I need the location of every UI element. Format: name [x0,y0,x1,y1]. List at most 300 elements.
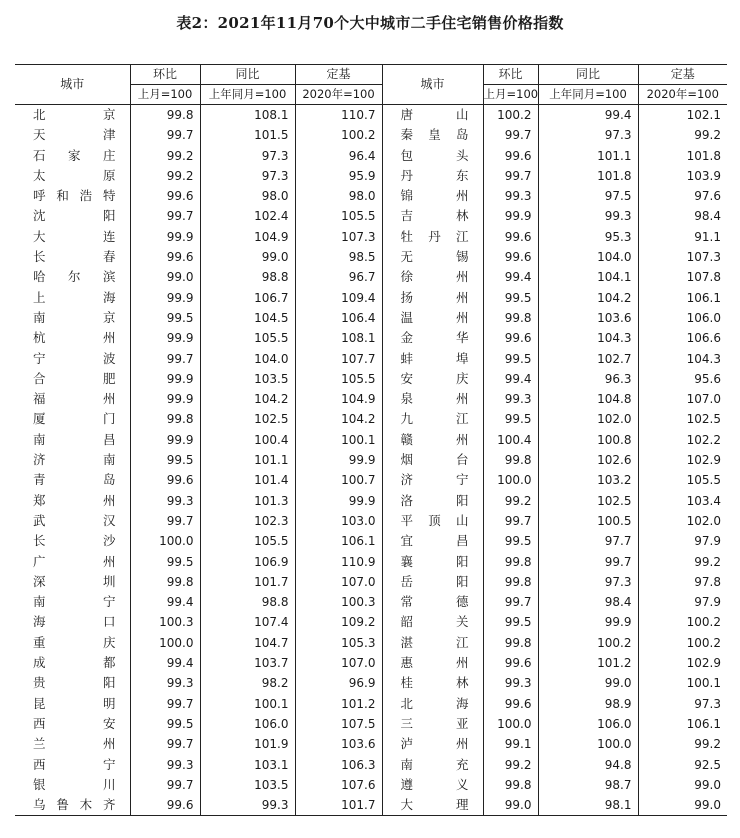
table-row [15,308,727,328]
base-value-right: 97.9 [638,592,727,612]
base-value-right: 106.1 [638,288,727,308]
mom-value-left: 99.3 [130,755,200,775]
base-value-right: 102.2 [638,430,727,450]
table-row [15,653,727,673]
base-value-left: 104.9 [295,389,382,409]
city-name-right: 三亚 [382,714,483,734]
city-name-left: 沈阳 [33,208,116,224]
table-row [15,186,727,206]
base-subheader-left: 2020年=100 [295,85,382,105]
city-name-right: 湛江 [382,633,483,653]
city-name-left: 广州 [33,553,116,569]
mom-value-right: 99.5 [483,288,538,308]
yoy-header-left: 同比 [200,65,295,85]
base-value-right: 99.2 [638,734,727,754]
base-value-left: 103.0 [295,511,382,531]
yoy-value-right: 102.5 [538,491,638,511]
mom-value-right: 99.2 [483,755,538,775]
base-value-left: 96.7 [295,267,382,287]
base-value-left: 100.7 [295,470,382,490]
mom-value-right: 99.7 [483,125,538,145]
yoy-value-left: 101.3 [200,491,295,511]
yoy-value-right: 104.1 [538,267,638,287]
mom-value-right: 99.4 [483,369,538,389]
mom-value-right: 99.7 [483,166,538,186]
base-value-right: 100.1 [638,673,727,693]
table-row [15,267,727,287]
table-row [15,206,727,226]
mom-value-right: 99.9 [483,206,538,226]
city-name-right: 襄阳 [382,552,483,572]
yoy-value-right: 103.2 [538,470,638,490]
city-name-right: 吉林 [382,206,483,226]
table-row [15,288,727,308]
mom-value-left: 100.0 [130,531,200,551]
mom-value-left: 99.7 [130,125,200,145]
table-row [15,755,727,775]
mom-value-right: 99.8 [483,775,538,795]
mom-value-left: 99.3 [130,673,200,693]
yoy-value-right: 101.1 [538,146,638,166]
yoy-value-right: 100.0 [538,734,638,754]
yoy-value-right: 98.9 [538,694,638,714]
mom-value-left: 99.9 [130,288,200,308]
table-row [15,389,727,409]
base-value-left: 100.2 [295,125,382,145]
yoy-value-left: 104.5 [200,308,295,328]
city-name-left: 乌鲁木齐 [15,795,130,816]
yoy-value-left: 108.1 [200,105,295,126]
base-value-left: 98.5 [295,247,382,267]
city-name-right: 烟台 [382,450,483,470]
city-name-left: 南京 [33,309,116,325]
table-row [15,125,727,145]
base-value-left: 98.0 [295,186,382,206]
city-name-right: 桂林 [382,673,483,693]
city-name-left: 北京 [33,107,116,122]
base-value-left: 101.2 [295,694,382,714]
mom-value-left: 99.6 [130,247,200,267]
city-name-right: 九江 [382,409,483,429]
yoy-value-right: 98.1 [538,795,638,816]
city-name-left: 大连 [33,228,116,244]
yoy-value-right: 101.8 [538,166,638,186]
base-value-right: 102.1 [638,105,727,126]
base-value-right: 106.1 [638,714,727,734]
yoy-value-right: 102.7 [538,349,638,369]
table-body [15,105,727,816]
city-name-right: 包头 [382,146,483,166]
mom-value-right: 99.8 [483,572,538,592]
mom-value-left: 99.9 [130,227,200,247]
city-name-left: 西宁 [33,756,116,772]
city-name-left: 银川 [33,776,116,792]
mom-value-right: 99.6 [483,247,538,267]
table-row [15,450,727,470]
city-name-left: 太原 [33,167,116,183]
city-name-left: 福州 [33,391,116,407]
yoy-value-left: 101.4 [200,470,295,490]
city-header-right: 城市 [382,65,483,105]
mom-value-right: 99.3 [483,673,538,693]
table-row [15,694,727,714]
base-value-right: 98.4 [638,206,727,226]
city-name-left: 兰州 [33,736,116,752]
city-name-left: 昆明 [33,695,116,711]
city-name-right: 泸州 [382,734,483,754]
city-name-left: 石家庄 [33,147,116,163]
yoy-value-left: 101.9 [200,734,295,754]
base-value-left: 107.7 [295,349,382,369]
base-value-right: 106.0 [638,308,727,328]
table-row [15,552,727,572]
city-name-right: 温州 [382,308,483,328]
yoy-value-right: 99.3 [538,206,638,226]
yoy-value-left: 106.0 [200,714,295,734]
mom-value-right: 99.4 [483,267,538,287]
table-row [15,349,727,369]
yoy-value-right: 102.0 [538,409,638,429]
city-name-left: 西安 [33,715,116,731]
city-name-left: 济南 [33,452,116,468]
base-value-left: 109.4 [295,288,382,308]
mom-value-left: 99.7 [130,349,200,369]
mom-subheader-left: 上月=100 [130,85,200,105]
mom-value-right: 100.2 [483,105,538,126]
base-value-left: 99.9 [295,491,382,511]
base-value-right: 99.0 [638,775,727,795]
city-name-right: 唐山 [382,105,483,126]
city-name-left: 郑州 [33,492,116,508]
mom-value-left: 99.4 [130,653,200,673]
table-row [15,511,727,531]
table-row [15,247,727,267]
mom-value-left: 99.5 [130,450,200,470]
city-name-right: 无锡 [382,247,483,267]
city-name-left: 哈尔滨 [33,269,116,285]
yoy-value-left: 98.0 [200,186,295,206]
mom-value-left: 99.9 [130,430,200,450]
table-title: 表2：2021年11月70个大中城市二手住宅销售价格指数 [176,14,564,32]
city-name-right: 锦州 [382,186,483,206]
yoy-value-right: 104.8 [538,389,638,409]
table-row [15,673,727,693]
city-header-left: 城市 [15,65,130,105]
table-row [15,227,727,247]
yoy-value-right: 102.6 [538,450,638,470]
city-name-left: 长春 [33,249,116,265]
yoy-value-left: 104.2 [200,389,295,409]
base-value-left: 108.1 [295,328,382,348]
mom-value-right: 99.5 [483,409,538,429]
city-name-left: 杭州 [33,330,116,346]
city-name-left: 南宁 [33,594,116,610]
yoy-value-right: 97.7 [538,531,638,551]
yoy-value-left: 97.3 [200,146,295,166]
base-value-left: 106.4 [295,308,382,328]
mom-value-left: 99.5 [130,714,200,734]
mom-value-left: 99.4 [130,592,200,612]
base-value-right: 100.2 [638,633,727,653]
mom-value-left: 99.7 [130,511,200,531]
yoy-value-left: 98.8 [200,592,295,612]
city-name-left: 武汉 [33,512,116,528]
base-value-right: 107.0 [638,389,727,409]
city-name-left: 贵阳 [33,675,116,691]
city-name-left: 深圳 [33,573,116,589]
table-row [15,470,727,490]
mom-value-right: 99.1 [483,734,538,754]
city-name-left: 长沙 [33,533,116,549]
city-name-left: 厦门 [33,411,116,427]
base-value-right: 97.3 [638,694,727,714]
base-value-right: 99.0 [638,795,727,816]
mom-value-right: 100.0 [483,714,538,734]
city-name-right: 惠州 [382,653,483,673]
base-value-right: 102.9 [638,450,727,470]
base-value-right: 99.2 [638,552,727,572]
city-name-right: 丹东 [382,166,483,186]
yoy-value-right: 97.5 [538,186,638,206]
mom-value-left: 99.0 [130,267,200,287]
yoy-value-left: 104.7 [200,633,295,653]
city-name-left: 青岛 [33,472,116,488]
price-index-table [15,64,727,816]
mom-value-right: 99.8 [483,308,538,328]
table-row [15,409,727,429]
mom-value-right: 100.4 [483,430,538,450]
city-name-right: 蚌埠 [382,349,483,369]
base-value-left: 107.5 [295,714,382,734]
base-value-left: 99.9 [295,450,382,470]
city-name-left: 宁波 [33,350,116,366]
mom-value-left: 100.3 [130,612,200,632]
yoy-value-left: 103.7 [200,653,295,673]
yoy-value-right: 95.3 [538,227,638,247]
table-row [15,166,727,186]
yoy-value-left: 100.4 [200,430,295,450]
yoy-value-left: 107.4 [200,612,295,632]
city-name-right: 北海 [382,694,483,714]
table-row [15,775,727,795]
yoy-value-right: 106.0 [538,714,638,734]
base-value-right: 107.8 [638,267,727,287]
mom-subheader-right: 上月=100 [483,85,538,105]
yoy-value-right: 98.7 [538,775,638,795]
city-name-right: 宜昌 [382,531,483,551]
base-value-right: 100.2 [638,612,727,632]
table-row [15,105,727,126]
yoy-value-right: 98.4 [538,592,638,612]
yoy-value-left: 99.3 [200,795,295,816]
mom-value-right: 99.6 [483,694,538,714]
mom-value-right: 99.2 [483,491,538,511]
base-value-right: 91.1 [638,227,727,247]
mom-value-right: 99.6 [483,227,538,247]
yoy-value-left: 103.1 [200,755,295,775]
mom-value-left: 99.7 [130,775,200,795]
base-value-right: 92.5 [638,755,727,775]
base-value-right: 95.6 [638,369,727,389]
base-value-right: 105.5 [638,470,727,490]
base-value-left: 107.0 [295,653,382,673]
city-name-right: 洛阳 [382,491,483,511]
table-row [15,734,727,754]
yoy-subheader-left: 上年同月=100 [200,85,295,105]
city-name-right: 赣州 [382,430,483,450]
yoy-value-right: 104.0 [538,247,638,267]
mom-value-left: 99.7 [130,206,200,226]
yoy-value-left: 98.2 [200,673,295,693]
mom-value-left: 99.9 [130,389,200,409]
base-value-left: 95.9 [295,166,382,186]
city-name-right: 韶关 [382,612,483,632]
mom-value-right: 99.6 [483,328,538,348]
base-value-left: 110.9 [295,552,382,572]
table-row [15,795,727,816]
yoy-value-left: 101.7 [200,572,295,592]
yoy-value-right: 94.8 [538,755,638,775]
table-row [15,633,727,653]
yoy-value-left: 101.5 [200,125,295,145]
mom-value-left: 99.2 [130,166,200,186]
table-row [15,146,727,166]
mom-value-right: 99.6 [483,146,538,166]
base-value-right: 102.9 [638,653,727,673]
city-name-right: 金华 [382,328,483,348]
yoy-value-left: 106.7 [200,288,295,308]
base-value-right: 97.8 [638,572,727,592]
mom-value-left: 99.2 [130,146,200,166]
base-value-left: 107.0 [295,572,382,592]
base-value-left: 106.1 [295,531,382,551]
mom-value-right: 99.6 [483,653,538,673]
mom-value-right: 100.0 [483,470,538,490]
yoy-value-right: 100.2 [538,633,638,653]
city-name-left: 成都 [33,655,116,671]
mom-value-left: 99.6 [130,470,200,490]
base-value-right: 104.3 [638,349,727,369]
city-name-right: 安庆 [382,369,483,389]
table-row [15,430,727,450]
yoy-value-left: 97.3 [200,166,295,186]
city-name-left: 南昌 [33,431,116,447]
city-name-right: 遵义 [382,775,483,795]
yoy-value-left: 103.5 [200,369,295,389]
yoy-value-left: 99.0 [200,247,295,267]
base-value-right: 97.6 [638,186,727,206]
yoy-value-right: 99.9 [538,612,638,632]
table-row [15,572,727,592]
mom-value-right: 99.8 [483,552,538,572]
mom-value-right: 99.5 [483,349,538,369]
mom-value-right: 99.7 [483,511,538,531]
mom-value-right: 99.3 [483,186,538,206]
yoy-value-left: 104.9 [200,227,295,247]
mom-header-left: 环比 [130,65,200,85]
base-value-left: 105.3 [295,633,382,653]
base-value-left: 103.6 [295,734,382,754]
yoy-value-left: 104.0 [200,349,295,369]
city-name-right: 岳阳 [382,572,483,592]
yoy-subheader-right: 上年同月=100 [538,85,638,105]
base-value-left: 110.7 [295,105,382,126]
base-value-left: 105.5 [295,206,382,226]
mom-value-right: 99.3 [483,389,538,409]
city-name-right: 南充 [382,755,483,775]
base-value-left: 96.4 [295,146,382,166]
base-value-right: 103.9 [638,166,727,186]
yoy-value-left: 105.5 [200,328,295,348]
city-name-left: 呼和浩特 [33,188,116,204]
yoy-value-left: 103.5 [200,775,295,795]
yoy-value-right: 97.3 [538,572,638,592]
base-value-right: 99.2 [638,125,727,145]
city-name-left: 合肥 [33,370,116,386]
table-row [15,328,727,348]
mom-value-right: 99.8 [483,633,538,653]
city-name-left: 重庆 [33,634,116,650]
mom-header-right: 环比 [483,65,538,85]
table-row [15,531,727,551]
city-name-right: 泉州 [382,389,483,409]
city-name-right: 秦皇岛 [382,125,483,145]
base-header-left: 定基 [295,65,382,85]
mom-value-left: 99.8 [130,409,200,429]
base-value-right: 106.6 [638,328,727,348]
city-name-left: 天津 [33,127,116,143]
city-name-right: 大理 [382,795,483,816]
yoy-value-left: 102.5 [200,409,295,429]
mom-value-left: 99.3 [130,491,200,511]
table-row [15,612,727,632]
base-value-right: 102.0 [638,511,727,531]
yoy-value-left: 101.1 [200,450,295,470]
base-value-right: 97.9 [638,531,727,551]
yoy-value-right: 99.0 [538,673,638,693]
base-value-left: 101.7 [295,795,382,816]
city-name-left: 海口 [33,614,116,630]
city-name-right: 牡丹江 [382,227,483,247]
table-row [15,714,727,734]
city-name-right: 扬州 [382,288,483,308]
mom-value-right: 99.0 [483,795,538,816]
mom-value-left: 99.9 [130,369,200,389]
base-subheader-right: 2020年=100 [638,85,727,105]
base-value-left: 106.3 [295,755,382,775]
base-value-left: 109.2 [295,612,382,632]
mom-value-left: 99.6 [130,795,200,816]
yoy-value-left: 102.3 [200,511,295,531]
mom-value-left: 99.7 [130,694,200,714]
mom-value-left: 100.0 [130,633,200,653]
yoy-value-right: 99.4 [538,105,638,126]
yoy-value-right: 101.2 [538,653,638,673]
city-name-left: 上海 [33,289,116,305]
yoy-value-right: 103.6 [538,308,638,328]
base-value-right: 103.4 [638,491,727,511]
yoy-value-left: 102.4 [200,206,295,226]
base-value-left: 104.2 [295,409,382,429]
yoy-value-right: 104.2 [538,288,638,308]
mom-value-right: 99.5 [483,531,538,551]
mom-value-left: 99.9 [130,328,200,348]
mom-value-right: 99.8 [483,450,538,470]
mom-value-left: 99.5 [130,308,200,328]
yoy-value-right: 97.3 [538,125,638,145]
yoy-value-left: 98.8 [200,267,295,287]
city-name-right: 徐州 [382,267,483,287]
